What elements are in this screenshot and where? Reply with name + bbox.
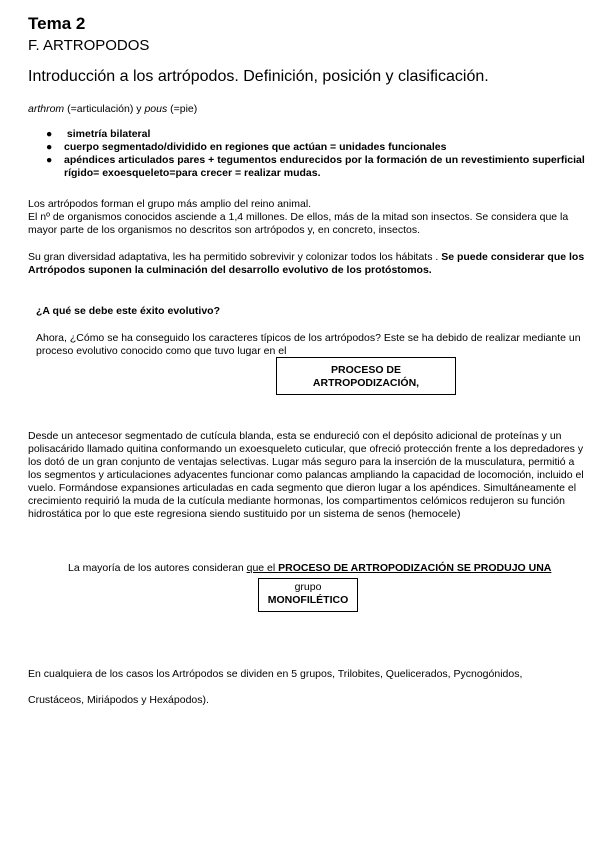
bullet-icon: ● <box>46 141 53 153</box>
etymology-word-arthrom: arthrom <box>28 103 65 115</box>
bullet-icon: ● <box>46 128 53 140</box>
etymology-word-pous: pous <box>144 103 168 115</box>
feature-text: simetría bilateral <box>64 128 151 140</box>
paragraph-intro: Los artrópodos forman el grupo más amplio del reino animal. El nº de organismos conocidos asciende a 1,4 millones. De ellos, más de la mitad son insectos. Se considera que la mayor parte de los organismos no descritos son artrópodos y, en concreto, insectos. <box>28 198 569 236</box>
artropodizacion-box <box>276 357 456 395</box>
etymology-line <box>28 103 197 116</box>
etymology-meaning-1: (=articulación) y <box>64 103 145 115</box>
paragraph-groups: En cualquiera de los casos los Artrópodos se dividen en 5 grupos, Trilobites, Quelicerados, Pycnogónidos, <box>28 668 523 680</box>
list-item <box>28 141 588 154</box>
list-item <box>28 128 588 141</box>
section-heading: F. ARTROPODOS <box>28 37 150 54</box>
paragraph-authors-underlined: que el <box>246 562 279 574</box>
monofiletico-box <box>258 578 358 612</box>
paragraph-authors-bold: PROCESO DE ARTROPODIZACIÓN SE PRODUJO UNA <box>278 562 552 574</box>
paragraph-authors-normal: La mayoría de los autores consideran <box>68 562 247 574</box>
paragraph-authors <box>68 562 551 575</box>
feature-text: cuerpo segmentado/dividido en regiones que actúan = unidades funcionales <box>64 141 447 153</box>
artropodizacion-box-line1: PROCESO DE <box>330 364 401 376</box>
page-title: Introducción a los artrópodos. Definición, posición y clasificación. <box>28 68 489 85</box>
monofiletico-box-line1: grupo <box>294 581 322 593</box>
paragraph-question: Ahora, ¿Cómo se ha conseguido los caracteres típicos de los artrópodos? Este se ha debido de realizar mediante un proceso evolutivo conocido como que tuvo lugar en el <box>36 332 581 357</box>
features-list <box>28 128 588 180</box>
tema-heading: Tema 2 <box>28 14 86 33</box>
bullet-icon: ● <box>46 154 53 166</box>
feature-text: apéndices articulados pares + tegumentos endurecidos por la formación de un revestimiento superficial rígido= exoesqueleto=para crecer = realizar mudas. <box>64 154 585 179</box>
paragraph-process: Desde un antecesor segmentado de cutícula blanda, esta se endureció con el depósito adicional de proteínas y un polisacárido llamado quitina conformando un exoesqueleto cuticular, que ofreció protección frente a los depredadores y los dotó de un gran conjunto de ventajas selectivas. Lugar más seguro para la inserción de la musculatura, permitió a los segmentos y articulaciones adyacentes funcionar como palancas ampliando la capacidad de locomoción, incluido el vuelo. Formándose expansiones articuladas en cada segmento que dieron lugar a los apéndices. Simultáneamente el crecimiento requirió la muda de la cutícula mediante hormonas, los compartimentos celómicos redujeron su función hidrostática por lo que este regresiona siendo sustituido por un sistema de senos (hemocele) <box>28 430 584 520</box>
etymology-meaning-2: (=pie) <box>167 103 198 115</box>
paragraph-diversity <box>28 251 588 277</box>
paragraph-diversity-normal: Su gran diversidad adaptativa, les ha permitido sobrevivir y colonizar todos los hábitats . <box>28 251 442 263</box>
paragraph-diversity-bold: Se puede considerar que los Artrópodos suponen la culminación del desarrollo evolutivo de los protóstomos. <box>28 251 585 276</box>
monofiletico-box-line2: MONOFILÉTICO <box>267 594 349 606</box>
artropodizacion-box-line2: ARTROPODIZACIÓN, <box>312 377 420 389</box>
paragraph-groups-end: Crustáceos, Miriápodos y Hexápodos). <box>28 694 209 706</box>
list-item <box>28 154 588 180</box>
question-heading: ¿A qué se debe este éxito evolutivo? <box>36 305 220 317</box>
